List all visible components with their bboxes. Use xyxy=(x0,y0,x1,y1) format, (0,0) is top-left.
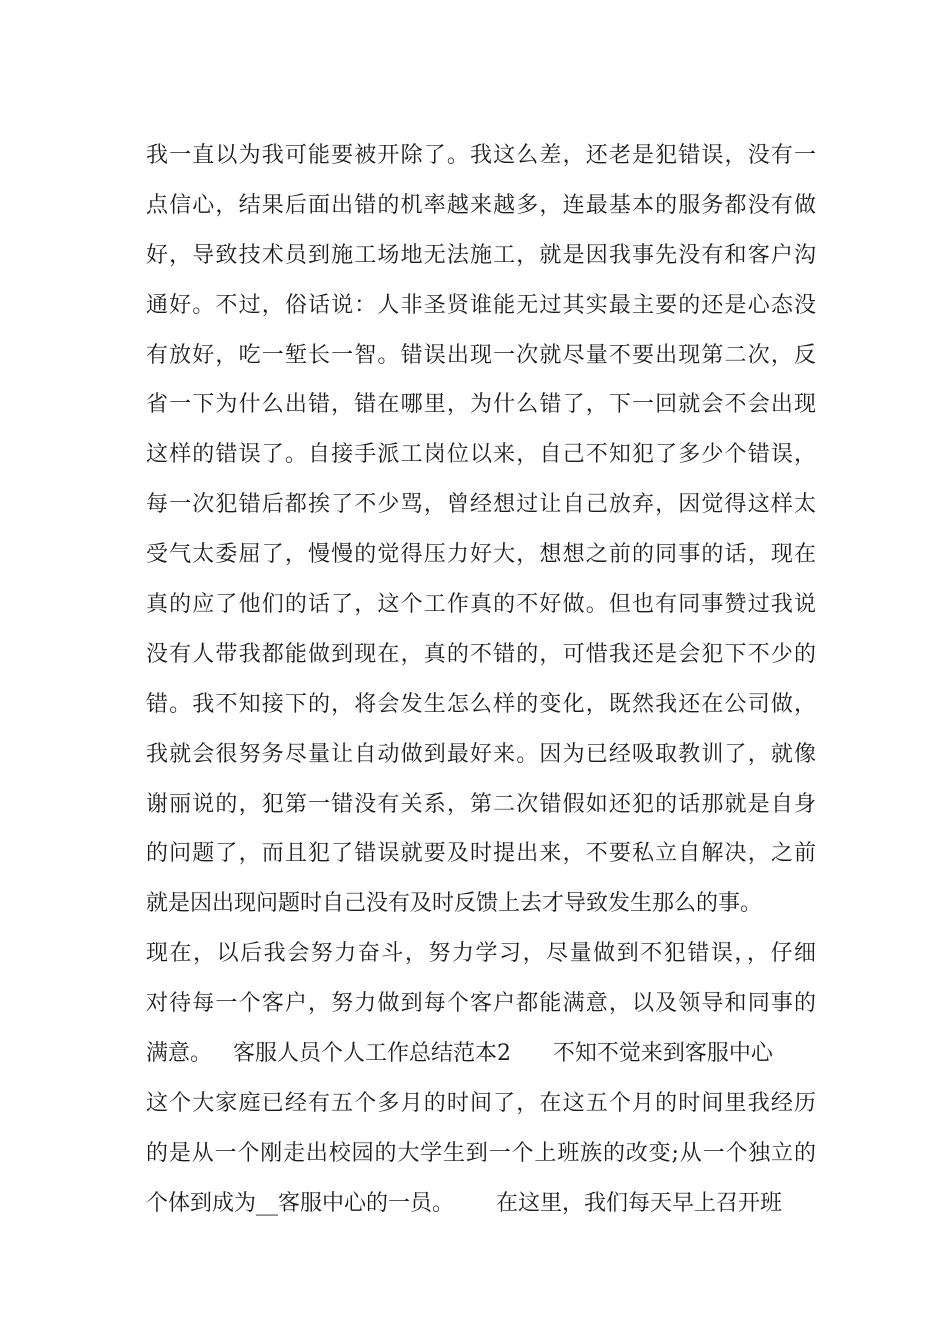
text-line: 通好。不过，俗话说：人非圣贤谁能无过其实最主要的还是心态没 xyxy=(146,292,816,318)
text-line: 我就会很努务尽量让自动做到最好来。因为已经吸取教训了，就像 xyxy=(146,741,816,767)
text-line: 这个大家庭已经有五个多月的时间了，在这五个月的时间里我经历 xyxy=(146,1090,816,1116)
text-line: 有放好，吃一堑长一智。错误出现一次就尽量不要出现第二次，反 xyxy=(146,342,816,368)
text-line: 受气太委屈了，慢慢的觉得压力好大，想想之前的同事的话，现在 xyxy=(146,542,816,568)
text-line: 错。我不知接下的，将会发生怎么样的变化，既然我还在公司做， xyxy=(146,691,816,717)
text-line: 我一直以为我可能要被开除了。我这么差，还老是犯错误，没有一 xyxy=(146,143,816,168)
text-line: 就是因出现问题时自己没有及时反馈上去才导致发生那么的事。 xyxy=(146,891,763,917)
text-line: 满意。 客服人员个人工作总结范本2 不知不觉来到客服中心 xyxy=(146,1041,773,1067)
text-line: 对待每一个客户，努力做到每个客户都能满意，以及领导和同事的 xyxy=(146,991,816,1017)
body-text xyxy=(146,131,816,1229)
text-line: 没有人带我都能做到现在，真的不错的，可惜我还是会犯下不少的 xyxy=(146,641,816,667)
text-line: 的是从一个刚走出校园的大学生到一个上班族的改变;从一个独立的 xyxy=(146,1140,816,1166)
text-line: 每一次犯错后都挨了不少骂，曾经想过让自己放弃，因觉得这样太 xyxy=(146,492,816,518)
text-line: 这样的错误了。自接手派工岗位以来，自己不知犯了多少个错误， xyxy=(146,442,816,468)
text-line: 谢丽说的，犯第一错没有关系，第二次错假如还犯的话那就是自身 xyxy=(146,791,816,817)
text-line: 的问题了，而且犯了错误就要及时提出来，不要私立自解决，之前 xyxy=(146,841,816,867)
text-line: 现在，以后我会努力奋斗，努力学习，尽量做到不犯错误，，仔细 xyxy=(146,941,816,967)
text-line: 好，导致技术员到施工场地无法施工，就是因我事先没有和客户沟 xyxy=(146,242,816,268)
text-line: 个体到成为__客服中心的一员。 在这里，我们每天早上召开班 xyxy=(146,1190,782,1216)
text-line: 真的应了他们的话了，这个工作真的不好做。但也有同事赞过我说 xyxy=(146,592,816,618)
text-line: 省一下为什么出错，错在哪里，为什么错了，下一回就会不会出现 xyxy=(146,392,816,418)
text-line: 点信心，结果后面出错的机率越来越多，连最基本的服务都没有做 xyxy=(146,192,816,218)
